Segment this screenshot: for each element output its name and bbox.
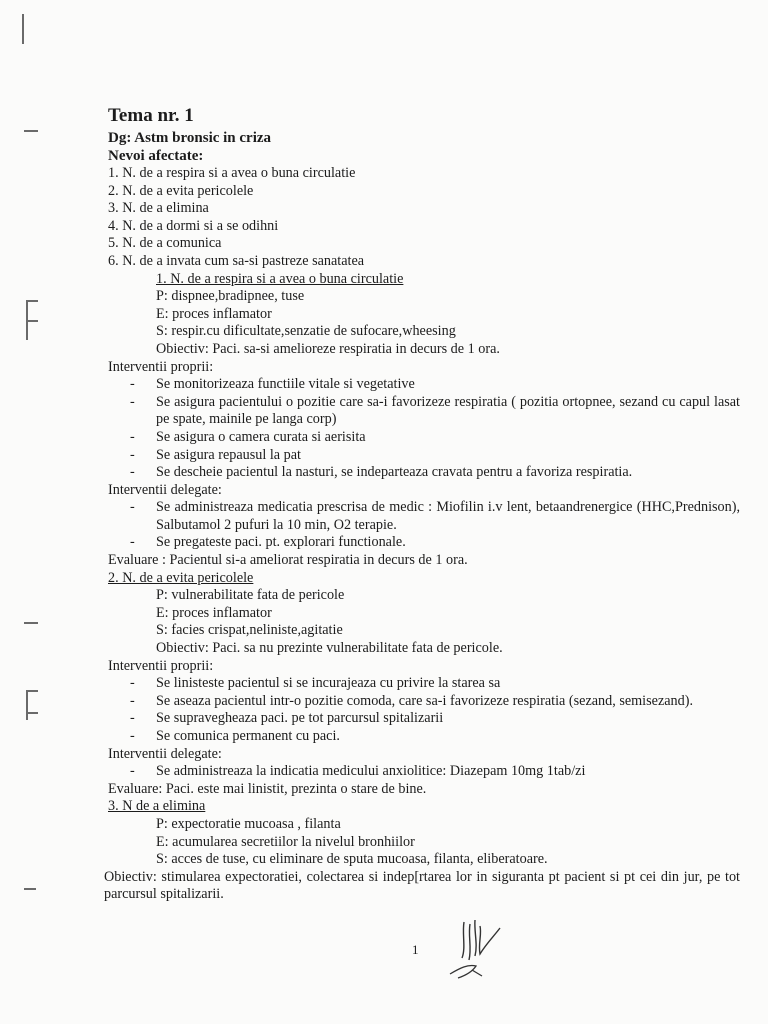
list-item: - Se administreaza la indicatia medicului anxiolitice: Diazepam 10mg 1tab/zi	[108, 763, 740, 781]
margin-mark	[26, 300, 38, 302]
section-1-evaluation: Evaluare : Pacientul si-a ameliorat respiratia in decurs de 1 ora.	[108, 552, 468, 569]
section-3-signs: S: acces de tuse, cu eliminare de sputa mucoasa, filanta, eliberatoare.	[156, 851, 548, 868]
margin-mark	[24, 622, 38, 624]
section-1-own-heading: Interventii proprii:	[108, 358, 214, 375]
section-3-problem: P: expectoratie mucoasa , filanta	[156, 815, 341, 832]
need-item: 2. N. de a evita pericolele	[108, 182, 254, 199]
margin-mark	[26, 690, 38, 692]
list-item-text: Se aseaza pacientul intr-o pozitie comoda, care sa-i favorizeze respiratia (sezand, semisezand).	[156, 692, 693, 709]
section-1-objective: Obiectiv: Paci. sa-si amelioreze respiratia in decurs de 1 ora.	[156, 340, 500, 357]
list-item-text: Se comunica permanent cu paci.	[156, 728, 340, 744]
margin-mark	[26, 712, 38, 714]
margin-mark	[24, 888, 36, 890]
section-2-evaluation: Evaluare: Paci. este mai linistit, prezinta o stare de bine.	[108, 780, 427, 797]
list-item: - Se pregateste paci. pt. explorari functionale.	[108, 534, 740, 552]
need-item: 1. N. de a respira si a avea o buna circulatie	[108, 165, 356, 181]
list-item-text: Se supravegheaza paci. pe tot parcursul spitalizarii	[156, 710, 444, 727]
list-item-text: Se descheie pacientul la nasturi, se indeparteaza cravata pentru a favoriza respiratia.	[156, 464, 633, 481]
list-item-text: Se linisteste pacientul si se incurajeaza cu privire la starea sa	[156, 675, 501, 692]
need-item: 3. N. de a elimina	[108, 200, 209, 217]
section-2-signs: S: facies crispat,neliniste,agitatie	[156, 622, 343, 639]
margin-mark	[26, 690, 28, 720]
margin-mark	[24, 130, 38, 132]
list-item: - Se asigura pacientului o pozitie care sa-i favorizeze respiratia ( pozitia ortopnee, sezand cu capul lasat pe spate, mainile pe langa corp)	[130, 393, 740, 428]
list-item-text: Se asigura repausul la pat	[156, 446, 301, 463]
diagnosis: Dg: Astm bronsic in criza	[108, 130, 272, 146]
section-2-heading: 2. N. de a evita pericolele	[108, 569, 254, 586]
section-2-own-heading: Interventii proprii:	[108, 657, 214, 674]
list-item: - Se asigura repausul la pat	[108, 447, 740, 465]
list-item-text: Se pregateste paci. pt. explorari functionale.	[156, 534, 406, 551]
list-item: - Se linisteste pacientul si se incurajeaza cu privire la starea sa	[108, 675, 740, 693]
section-2-delegated-heading: Interventii delegate:	[108, 745, 222, 762]
need-item: 5. N. de a comunica	[108, 235, 222, 252]
need-item: 4. N. de a dormi si a se odihni	[108, 217, 279, 234]
list-item-text: Se administreaza la indicatia medicului anxiolitice: Diazepam 10mg 1tab/zi	[156, 763, 586, 780]
list-item-text: Se monitorizeaza functiile vitale si vegetative	[156, 376, 415, 393]
section-2-problem: P: vulnerabilitate fata de pericole	[156, 587, 345, 604]
document-body	[104, 104, 740, 904]
list-item: - Se comunica permanent cu paci.	[108, 728, 740, 746]
signature-icon	[442, 914, 512, 984]
margin-mark	[22, 14, 24, 44]
section-3-heading: 3. N de a elimina	[108, 798, 206, 815]
page-number: 1	[412, 942, 419, 957]
list-item: - Se supravegheaza paci. pe tot parcursul spitalizarii	[108, 710, 740, 728]
section-1-heading: 1. N. de a respira si a avea o buna circulatie	[156, 270, 404, 287]
list-item-text: Se asigura pacientului o pozitie care sa-i favorizeze respiratia ( pozitia ortopnee, sezand cu capul lasat pe spate, mainile pe langa corp)	[156, 393, 740, 428]
section-3-etiology: E: acumularea secretiilor la nivelul bronhiilor	[156, 833, 415, 850]
list-item: - Se administreaza medicatia prescrisa de medic : Miofilin i.v lent, betaandrenergice (HHC,Prednison), Salbutamol 2 pufuri la 10 min, O2 terapie.	[130, 499, 740, 533]
section-1-signs: S: respir.cu dificultate,senzatie de sufocare,wheesing	[156, 323, 456, 340]
needs-heading: Nevoi afectate:	[108, 148, 204, 164]
margin-mark	[26, 320, 38, 322]
section-1-delegated-heading: Interventii delegate:	[108, 481, 222, 498]
list-item: - Se aseaza pacientul intr-o pozitie comoda, care sa-i favorizeze respiratia (sezand, semisezand).	[108, 693, 740, 711]
need-item: 6. N. de a invata cum sa-si pastreze sanatatea	[108, 252, 365, 269]
section-2-objective: Obiectiv: Paci. sa nu prezinte vulnerabilitate fata de pericole.	[156, 640, 503, 657]
section-1-etiology: E: proces inflamator	[156, 305, 272, 322]
list-item: - Se monitorizeaza functiile vitale si vegetative	[108, 376, 740, 394]
list-item-text: Se administreaza medicatia prescrisa de medic : Miofilin i.v lent, betaandrenergice (HHC,Prednison), Salbutamol 2 pufuri la 10 min, O2 terapie.	[156, 499, 740, 533]
list-item: - Se asigura o camera curata si aerisita	[108, 429, 740, 447]
list-item: - Se descheie pacientul la nasturi, se indeparteaza cravata pentru a favoriza respiratia.	[108, 464, 740, 482]
section-2-etiology: E: proces inflamator	[156, 604, 272, 621]
section-3-objective: Obiectiv: stimularea expectoratiei, colectarea si indep[rtarea lor in siguranta pt pacient si pt cei din jur, pe tot parcursul spitalizarii.	[104, 868, 740, 903]
section-1-problem: P: dispnee,bradipnee, tuse	[156, 288, 305, 305]
document-title: Tema nr. 1	[108, 105, 194, 126]
list-item-text: Se asigura o camera curata si aerisita	[156, 428, 366, 445]
